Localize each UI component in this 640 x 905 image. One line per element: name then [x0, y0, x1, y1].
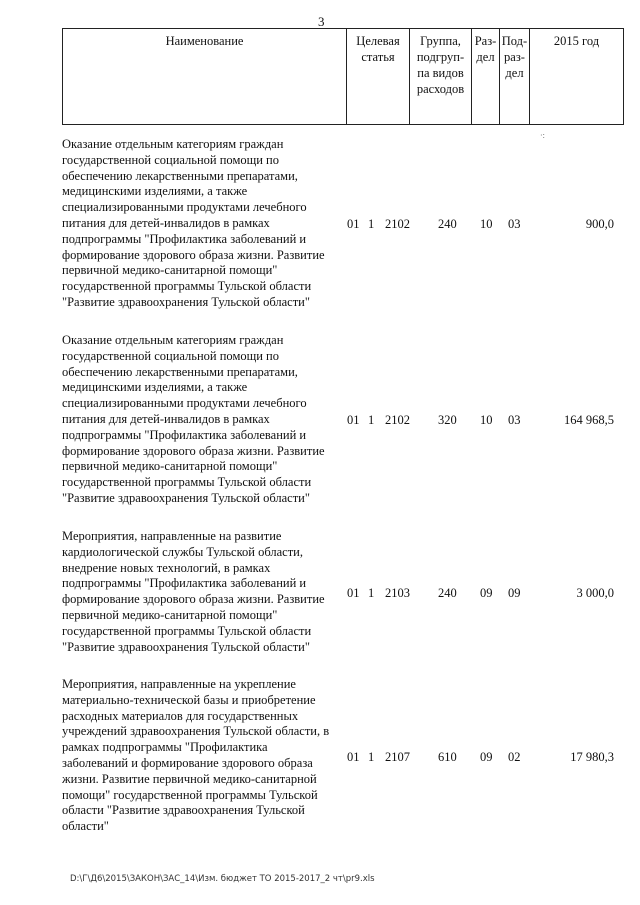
header-name [63, 29, 346, 124]
row-description [62, 529, 347, 655]
desc-line: государственной программы Тульской области [62, 279, 312, 294]
desc-line: подпрограммы "Профилактика заболеваний и [62, 427, 307, 442]
desc-line: медицинскими изделиями, а также [62, 184, 248, 199]
header-target-line: Целевая [356, 34, 400, 48]
desc-line: "Развитие здравоохранения Тульской области" [62, 639, 310, 654]
desc-line: области" [62, 819, 109, 834]
cs-program: 01 [347, 217, 360, 231]
podrazdel: 03 [508, 413, 521, 427]
desc-line: подпрограммы "Профилактика заболеваний и [62, 576, 307, 591]
cs-program: 01 [347, 750, 360, 764]
header-year [529, 29, 623, 124]
row-description [62, 677, 347, 835]
desc-line: специализированными продуктами лечебного [62, 396, 307, 411]
header-razdel-line: дел [476, 50, 495, 64]
desc-line: учреждений здравоохранения Тульской области, в [62, 724, 330, 739]
amount: 900,0 [585, 217, 614, 231]
desc-line: первичной медико-санитарной помощи" [62, 263, 278, 278]
desc-line: государственной программы Тульской области [62, 623, 312, 638]
desc-line: формирование здорового образа жизни. Развитие [62, 443, 325, 458]
desc-line: расходных материалов для государственных [62, 708, 299, 723]
expense-group: 320 [438, 413, 457, 427]
desc-line: области "Развитие здравоохранения Тульской [62, 803, 305, 818]
podrazdel: 09 [508, 586, 521, 600]
desc-line: государственной социальной помощи по [62, 152, 279, 167]
file-path-footer: D:\Г\Д6\2015\ЗАКОН\ЗАС_14\Изм. бюджет ТО 2015-2017_2 чт\pr9.xls [70, 874, 375, 884]
desc-line: внедрение новых технологий, в рамках [62, 560, 271, 575]
razdel: 10 [480, 413, 493, 427]
header-podrazdel-line: Под- [501, 34, 528, 48]
row-description [62, 333, 347, 507]
header-podrazdel-line: дел [505, 66, 524, 80]
expense-group: 610 [438, 750, 457, 764]
header-name-text: Наименование [165, 34, 244, 48]
scan-mark: ·: [540, 131, 545, 140]
razdel: 10 [480, 217, 493, 231]
header-group [409, 29, 471, 124]
row-description [62, 137, 347, 311]
cs-subprogram: 1 [368, 586, 375, 600]
header-group-line: па видов [417, 66, 464, 80]
desc-line: государственной социальной помощи по [62, 348, 279, 363]
table-header [62, 28, 624, 125]
desc-line: формирование здорового образа жизни. Развитие [62, 247, 325, 262]
header-group-line: расходов [416, 82, 465, 96]
amount: 17 980,3 [570, 750, 614, 764]
cs-direction: 2102 [385, 217, 410, 231]
desc-line: подпрограммы "Профилактика заболеваний и [62, 231, 307, 246]
desc-line: кардиологической службы Тульской области, [62, 544, 303, 559]
cs-direction: 2102 [385, 413, 410, 427]
razdel: 09 [480, 586, 493, 600]
header-razdel [471, 29, 499, 124]
cs-subprogram: 1 [368, 413, 375, 427]
desc-line: обеспечению лекарственными препаратами, [62, 168, 298, 183]
desc-line: Оказание отдельным категориям граждан [62, 137, 284, 151]
header-group-line: подгруп- [416, 50, 465, 64]
page-number: 3 [318, 14, 325, 29]
desc-line: формирование здорового образа жизни. Развитие [62, 592, 325, 607]
cs-program: 01 [347, 413, 360, 427]
podrazdel: 03 [508, 217, 521, 231]
desc-line: заболеваний и формирование здорового образа [62, 755, 313, 770]
desc-line: первичной медико-санитарной помощи" [62, 459, 278, 474]
cs-direction: 2103 [385, 586, 410, 600]
cs-direction: 2107 [385, 750, 410, 764]
desc-line: обеспечению лекарственными препаратами, [62, 364, 298, 379]
desc-line: питания для детей-инвалидов в рамках [62, 411, 270, 426]
header-podrazdel [499, 29, 529, 124]
desc-line: "Развитие здравоохранения Тульской области" [62, 294, 310, 309]
desc-line: Мероприятия, направленные на развитие [62, 529, 282, 543]
podrazdel: 02 [508, 750, 521, 764]
desc-line: медицинскими изделиями, а также [62, 380, 248, 395]
amount: 3 000,0 [576, 586, 614, 600]
razdel: 09 [480, 750, 493, 764]
header-target [346, 29, 409, 124]
desc-line: Мероприятия, направленные на укрепление [62, 677, 296, 691]
desc-line: рамках подпрограммы "Профилактика [62, 740, 268, 755]
expense-group: 240 [438, 586, 457, 600]
header-podrazdel-line: раз- [504, 50, 525, 64]
desc-line: жизни. Развитие первичной медико-санитарной [62, 771, 317, 786]
header-target-line: статья [361, 50, 395, 64]
header-year-text: 2015 год [553, 34, 600, 48]
desc-line: специализированными продуктами лечебного [62, 200, 307, 215]
desc-line: государственной программы Тульской области [62, 475, 312, 490]
expense-group: 240 [438, 217, 457, 231]
header-razdel-line: Раз- [474, 34, 497, 48]
cs-program: 01 [347, 586, 360, 600]
desc-line: "Развитие здравоохранения Тульской области" [62, 490, 310, 505]
desc-line: материально-технической базы и приобретение [62, 692, 316, 707]
desc-line: помощи" государственной программы Тульской [62, 787, 318, 802]
header-group-line: Группа, [420, 34, 461, 48]
desc-line: первичной медико-санитарной помощи" [62, 607, 278, 622]
desc-line: Оказание отдельным категориям граждан [62, 333, 284, 347]
desc-line: питания для детей-инвалидов в рамках [62, 215, 270, 230]
cs-subprogram: 1 [368, 217, 375, 231]
cs-subprogram: 1 [368, 750, 375, 764]
amount: 164 968,5 [564, 413, 614, 427]
